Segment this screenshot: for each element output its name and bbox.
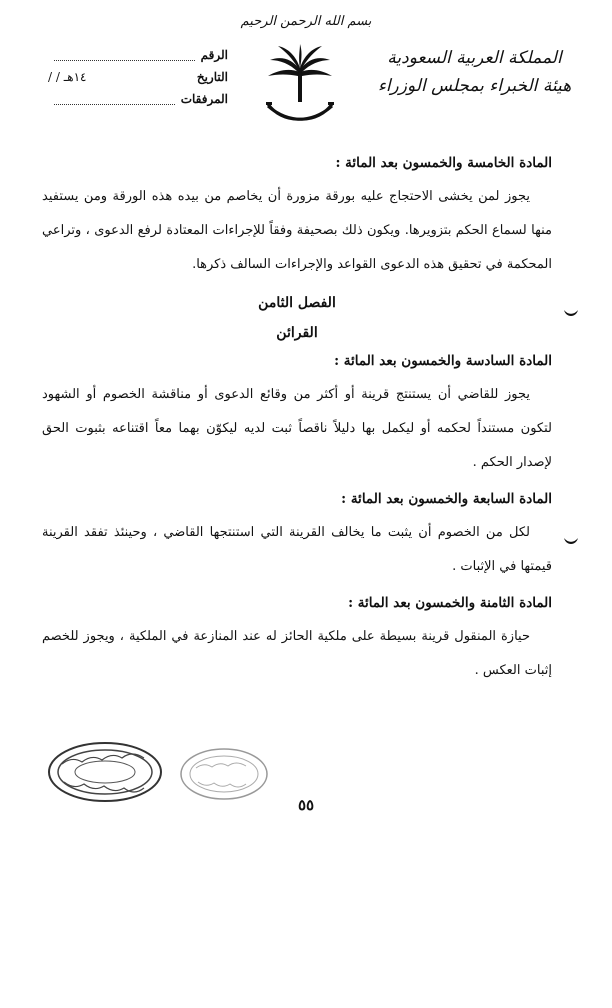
reference-number-line [54,50,195,61]
date-value: / / ١٤هـ [48,70,87,84]
date-row [48,66,228,88]
official-seal-stamp-icon [46,740,164,804]
organization-name [372,44,577,100]
org-line-2: هيئة الخبراء بمجلس الوزراء [377,76,572,96]
article-158-text: حيازة المنقول قرينة بسيطة على ملكية الحائز له عند المنازعة في الملكية ، ويجوز للخصم إثبات العكس . [42,629,552,678]
article-156-title: المادة السادسة والخمسون بعد المائة : [334,353,552,369]
article-157-text: لكل من الخصوم أن يثبت ما يخالف القرينة التي استنتجها القاضي ، وحينئذ تفقد القرينة قيمتها في الإثبات . [42,525,552,574]
margin-crescent-icon [562,306,580,320]
date-line [92,72,190,82]
article-156-text: يجوز للقاضي أن يستنتج قرينة أو أكثر من وقائع الدعوى أو مناقشة الخصوم أو الشهود لتكون مستنداً لحكمه أو ليكمل بها دليلاً ناقصاً ثبت لديه ليكوّن بهما معاً اقتناعه بثبوت الحق لإصدار الحكم . [42,387,552,470]
date-label: التاريخ [196,70,228,84]
reference-number-row [48,44,228,66]
page-number: ٥٥ [297,796,315,814]
margin-crescent-icon [562,534,580,548]
article-155-text: يجوز لمن يخشى الاحتجاج عليه بورقة مزورة أن يخاصم من بيده هذه الورقة ومن يستفيد منها لسماع الحكم بتزويرها. ويكون ذلك بصحيفة وفقاً للإجراءات المعتادة لرفع الدعوى ، وتراعي المحكمة في تحقيق هذه الدعوى القواعد والإجراءات السالف ذكرها. [42,189,552,272]
basmala: بسم الله الرحمن الرحيم [240,14,372,29]
attachments-row [48,88,228,110]
attachments-label: المرفقات [180,92,228,106]
article-155-title: المادة الخامسة والخمسون بعد المائة : [335,155,552,171]
reference-number-label: الرقم [200,48,228,62]
org-line-1: المملكة العربية السعودية [387,48,562,68]
faint-seal-stamp-icon [178,746,270,802]
palm-swords-emblem-icon [262,44,338,130]
article-158-title: المادة الثامنة والخمسون بعد المائة : [348,595,552,611]
reference-block [48,44,228,110]
document-body [42,150,552,694]
chapter-subtitle: القرائن [276,325,318,341]
article-157-title: المادة السابعة والخمسون بعد المائة : [341,491,552,507]
attachments-line [54,94,175,105]
chapter-title: الفصل الثامن [258,295,336,311]
